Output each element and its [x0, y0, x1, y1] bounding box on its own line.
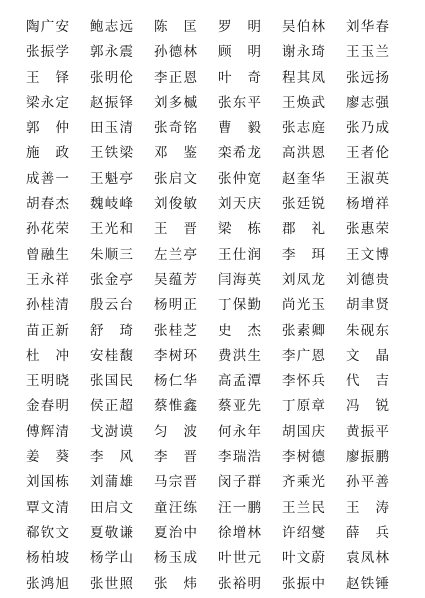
name-entry: 苗正新	[26, 322, 69, 339]
name-entry: 尚光玉	[282, 297, 325, 314]
name-entry: 程其凤	[282, 69, 325, 86]
name-entry: 胡聿贤	[346, 297, 389, 314]
name-entry: 王魁亭	[90, 170, 133, 187]
name-entry: 王永祥	[26, 271, 69, 288]
name-entry: 张 炜	[154, 575, 197, 592]
name-entry: 刘多槭	[154, 94, 197, 111]
name-entry: 姜 葵	[26, 449, 69, 466]
name-entry: 刘德贵	[346, 271, 389, 288]
name-entry: 王淑英	[346, 170, 389, 187]
name-entry: 杨学山	[90, 550, 133, 567]
name-entry: 吴伯林	[282, 19, 325, 35]
name-entry: 刘俊敏	[154, 196, 197, 213]
name-entry: 张世照	[90, 575, 133, 592]
name-entry: 薛 兵	[346, 524, 389, 541]
name-entry: 张惠荣	[346, 221, 389, 238]
name-entry: 廖振鹏	[346, 449, 389, 466]
name-entry: 梁永定	[26, 94, 69, 111]
name-entry: 覃文清	[26, 499, 69, 516]
name-entry: 何永年	[218, 423, 261, 440]
name-entry: 张裕明	[218, 575, 261, 592]
name-entry: 代 吉	[346, 373, 389, 390]
name-entry: 张仲宽	[218, 170, 261, 187]
name-entry: 金春明	[26, 398, 69, 415]
name-entry: 张素卿	[282, 322, 325, 339]
name-list-grid	[26, 15, 410, 597]
name-entry: 童汪练	[154, 499, 197, 516]
name-entry: 杨增祥	[346, 196, 389, 213]
name-entry: 张国民	[90, 373, 133, 390]
name-entry: 李广恩	[282, 347, 325, 364]
name-entry: 谢永琦	[282, 44, 325, 61]
name-entry: 张奇铭	[154, 120, 197, 137]
name-entry: 安桂馥	[90, 347, 133, 364]
name-entry: 孙花荣	[26, 221, 69, 238]
name-entry: 叶文蔚	[282, 550, 325, 567]
name-entry: 曾融生	[26, 246, 69, 263]
name-entry: 梁 栋	[218, 221, 261, 238]
name-entry: 蔡惟鑫	[154, 398, 197, 415]
name-entry: 丁原章	[282, 398, 325, 415]
name-entry: 李树德	[282, 449, 325, 466]
name-entry: 顾 明	[218, 44, 261, 61]
name-entry: 黄振平	[346, 423, 389, 440]
name-entry: 李 风	[90, 449, 133, 466]
name-entry: 刘华春	[346, 19, 389, 35]
name-entry: 胡国庆	[282, 423, 325, 440]
name-entry: 郡 礼	[282, 221, 325, 238]
name-entry: 张明伦	[90, 69, 133, 86]
name-entry: 杨柏坡	[26, 550, 69, 567]
name-entry: 陈 匡	[154, 19, 197, 35]
name-entry: 李树环	[154, 347, 197, 364]
name-entry: 张振中	[282, 575, 325, 592]
name-entry: 袁凤林	[346, 550, 389, 567]
name-entry: 王焕武	[282, 94, 325, 111]
name-entry: 施 政	[26, 145, 69, 162]
name-entry: 王兰民	[282, 499, 325, 516]
name-entry: 李瑞浩	[218, 449, 261, 466]
name-entry: 张桂芝	[154, 322, 197, 339]
name-entry: 李怀兵	[282, 373, 325, 390]
name-entry: 曹 毅	[218, 120, 261, 137]
name-entry: 郭 仲	[26, 120, 69, 137]
name-entry: 成善一	[26, 170, 69, 187]
name-entry: 许绍燮	[282, 524, 325, 541]
name-entry: 张志庭	[282, 120, 325, 137]
name-entry: 刘天庆	[218, 196, 261, 213]
name-entry: 郗钦文	[26, 524, 69, 541]
name-entry: 戈澍谟	[90, 423, 133, 440]
name-entry: 胡春杰	[26, 196, 69, 213]
name-entry: 孙德林	[154, 44, 197, 61]
name-entry: 朱砚东	[346, 322, 389, 339]
name-entry: 赵铁锤	[346, 575, 389, 592]
name-entry: 舒 琦	[90, 322, 133, 339]
name-entry: 李正恩	[154, 69, 197, 86]
name-entry: 王光和	[90, 221, 133, 238]
name-entry: 傅辉清	[26, 423, 69, 440]
name-entry: 徐增林	[218, 524, 261, 541]
name-entry: 朱顺三	[90, 246, 133, 263]
name-entry: 栾希龙	[218, 145, 261, 162]
name-entry: 齐乘光	[282, 474, 325, 491]
name-entry: 张乃成	[346, 120, 389, 137]
name-entry: 高洪恩	[282, 145, 325, 162]
name-entry: 夏治中	[154, 524, 197, 541]
name-entry: 叶 奇	[218, 69, 261, 86]
name-entry: 汪一鹏	[218, 499, 261, 516]
name-entry: 赵振铎	[90, 94, 133, 111]
name-entry: 蔡亚先	[218, 398, 261, 415]
name-entry: 丁保勤	[218, 297, 261, 314]
name-entry: 高孟潭	[218, 373, 261, 390]
name-entry: 刘蒲雄	[90, 474, 133, 491]
name-entry: 王文博	[346, 246, 389, 263]
name-entry: 陶广安	[26, 19, 69, 35]
name-entry: 王 铎	[26, 69, 69, 86]
name-entry: 赵奎华	[282, 170, 325, 187]
name-entry: 冯 锐	[346, 398, 389, 415]
name-entry: 田启文	[90, 499, 133, 516]
name-entry: 史 杰	[218, 322, 261, 339]
name-entry: 张廷锐	[282, 196, 325, 213]
name-entry: 邓 鉴	[154, 145, 197, 162]
name-entry: 杨仁华	[154, 373, 197, 390]
name-entry: 李 晋	[154, 449, 197, 466]
name-entry: 张金亭	[90, 271, 133, 288]
name-entry: 杜 冲	[26, 347, 69, 364]
name-entry: 王明晓	[26, 373, 69, 390]
name-entry: 侯正超	[90, 398, 133, 415]
name-entry: 王铁梁	[90, 145, 133, 162]
name-entry: 杨明正	[154, 297, 197, 314]
name-entry: 张鸿旭	[26, 575, 69, 592]
name-entry: 杨玉成	[154, 550, 197, 567]
name-entry: 张远扬	[346, 69, 389, 86]
name-entry: 费洪生	[218, 347, 261, 364]
name-entry: 郭永震	[90, 44, 133, 61]
name-entry: 左兰亭	[154, 246, 197, 263]
name-entry: 张启文	[154, 170, 197, 187]
name-entry: 王仕润	[218, 246, 261, 263]
name-entry: 李 珥	[282, 246, 325, 263]
name-entry: 文 晶	[346, 347, 389, 364]
name-entry: 叶世元	[218, 550, 261, 567]
name-entry: 张振学	[26, 44, 69, 61]
name-entry: 王玉兰	[346, 44, 389, 61]
name-entry: 刘国栋	[26, 474, 69, 491]
name-entry: 刘凤龙	[282, 271, 325, 288]
name-entry: 闵子群	[218, 474, 261, 491]
name-entry: 闫海英	[218, 271, 261, 288]
name-entry: 罗 明	[218, 19, 261, 35]
name-entry: 匀 波	[154, 423, 197, 440]
name-entry: 张东平	[218, 94, 261, 111]
name-entry: 孙平善	[346, 474, 389, 491]
name-entry: 王 晋	[154, 221, 197, 238]
name-entry: 鲍志远	[90, 19, 133, 35]
name-entry: 孙桂清	[26, 297, 69, 314]
name-entry: 马宗晋	[154, 474, 197, 491]
name-entry: 田玉清	[90, 120, 133, 137]
name-entry: 王 涛	[346, 499, 389, 516]
name-entry: 吴蕴芳	[154, 271, 197, 288]
name-entry: 廖志强	[346, 94, 389, 111]
name-entry: 夏敬谦	[90, 524, 133, 541]
name-entry: 王者伦	[346, 145, 389, 162]
name-entry: 殷云台	[90, 297, 133, 314]
name-entry: 魏岐峰	[90, 196, 133, 213]
